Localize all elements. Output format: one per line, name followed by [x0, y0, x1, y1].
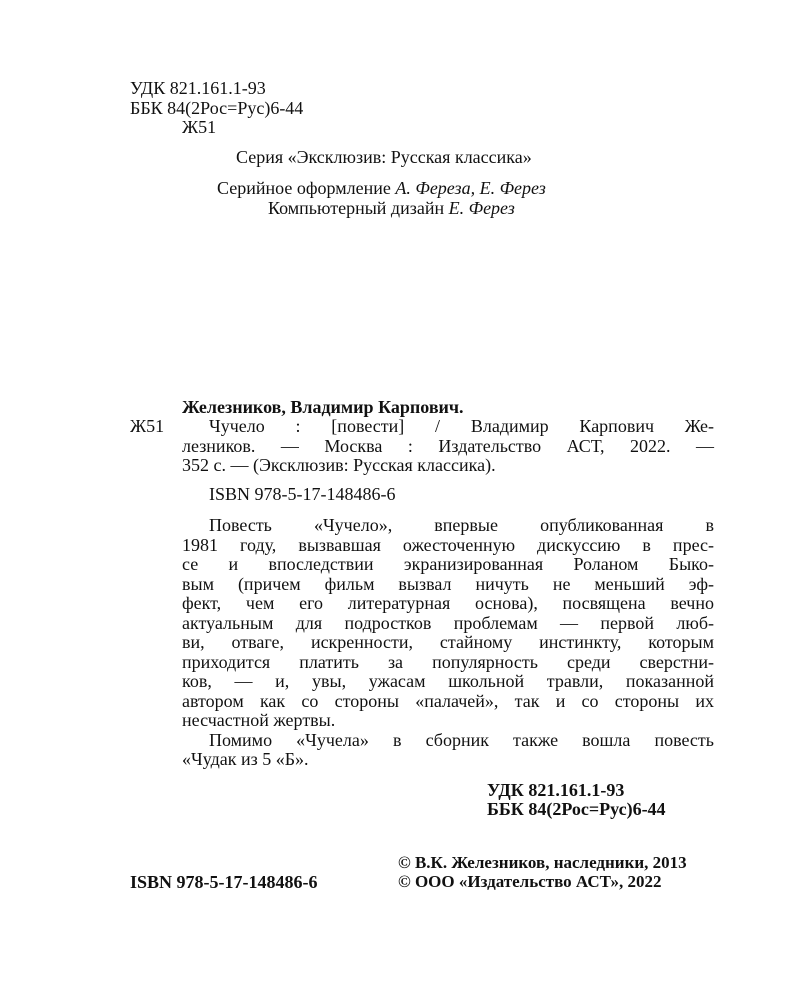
computer-label: Компьютерный дизайн — [268, 198, 445, 218]
annotation-line: автором как со стороны «палачей», так и со стороны их — [182, 691, 714, 711]
header-author-mark: Ж51 — [182, 117, 217, 137]
series-line: Серия «Эксклюзив: Русская классика» — [236, 147, 532, 167]
design-names: А. Фереза, Е. Ферез — [395, 178, 546, 198]
catalog-isbn: ISBN 978-5-17-148486-6 — [209, 484, 396, 504]
catalog-entry-line: лезников. — Москва : Издательство АСТ, 2022. — — [182, 436, 714, 456]
annotation-line: несчастной жертвы. — [182, 710, 336, 730]
annotation-line: ков, — и, увы, ужасам школьной травли, показанной — [182, 671, 714, 691]
computer-name: Е. Ферез — [448, 198, 515, 218]
annotation-line: Повесть «Чучело», впервые опубликованная в — [209, 515, 714, 535]
footer-isbn: ISBN 978-5-17-148486-6 — [130, 872, 318, 892]
annotation-line: фект, чем его литературная основа), посвящена вечно — [182, 593, 714, 613]
catalog-mark: Ж51 — [130, 416, 165, 436]
annotation-line: приходится платить за популярность среди сверстни- — [182, 652, 714, 672]
catalog-author: Железников, Владимир Карпович. — [182, 397, 464, 417]
annotation-line: 1981 году, вызвавшая ожесточенную дискуссию в прес- — [182, 535, 714, 555]
annotation-line: «Чудак из 5 «Б». — [182, 749, 309, 769]
design-label: Серийное оформление — [217, 178, 391, 198]
classification-bbk: ББК 84(2Рос=Рус)6-44 — [487, 799, 666, 819]
header-udk: УДК 821.161.1-93 — [130, 78, 266, 98]
classification-udk: УДК 821.161.1-93 — [487, 780, 625, 800]
annotation-line: актуальным для подростков проблемам — первой люб- — [182, 613, 714, 633]
annotation-line: Помимо «Чучела» в сборник также вошла повесть — [209, 730, 714, 750]
header-bbk: ББК 84(2Рос=Рус)6-44 — [130, 98, 304, 118]
copyright-author: © В.К. Железников, наследники, 2013 — [398, 853, 687, 872]
annotation-line: ви, отваге, искренности, стайному инстинкту, которым — [182, 632, 714, 652]
catalog-entry-line: Чучело : [повести] / Владимир Карпович Же- — [209, 416, 714, 436]
annotation-line: вым (причем фильм вызвал ничуть не меньший эф- — [182, 574, 714, 594]
computer-credit — [268, 198, 515, 218]
design-credit — [217, 178, 546, 198]
annotation-line: се и впоследствии экранизированная Роланом Быко- — [182, 554, 714, 574]
copyright-publisher: © ООО «Издательство АСТ», 2022 — [398, 872, 662, 891]
catalog-entry-line: 352 с. — (Эксклюзив: Русская классика). — [182, 455, 496, 475]
